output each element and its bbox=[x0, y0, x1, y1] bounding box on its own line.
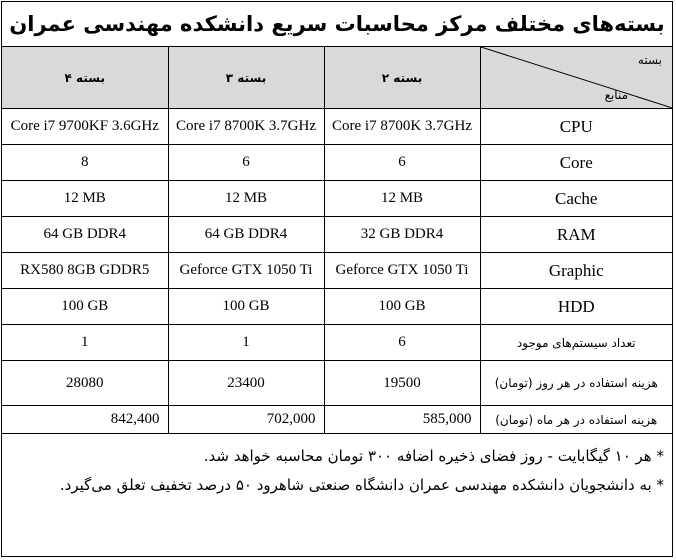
table-row-systems-count bbox=[2, 325, 672, 361]
cell-value: Geforce GTX 1050 Ti bbox=[324, 253, 480, 289]
header-package-2: بسته ۲ bbox=[324, 47, 480, 109]
cell-value: Geforce GTX 1050 Ti bbox=[168, 253, 324, 289]
cell-value: Core i7 9700KF 3.6GHz bbox=[2, 109, 168, 145]
cell-value: 100 GB bbox=[2, 289, 168, 325]
cell-value: 23400 bbox=[168, 361, 324, 406]
cell-value: 12 MB bbox=[168, 181, 324, 217]
cell-value: 1 bbox=[168, 325, 324, 361]
page-title: بسته‌های مختلف مرکز محاسبات سریع دانشکده مهندسی عمران bbox=[2, 2, 672, 47]
pricing-document bbox=[1, 1, 673, 557]
cell-value: 100 GB bbox=[168, 289, 324, 325]
cell-value: 842,400 bbox=[2, 406, 168, 434]
row-label: RAM bbox=[480, 217, 672, 253]
cell-value: 64 GB DDR4 bbox=[2, 217, 168, 253]
cell-value: 8 bbox=[2, 145, 168, 181]
cell-value: Core i7 8700K 3.7GHz bbox=[168, 109, 324, 145]
cell-value: 32 GB DDR4 bbox=[324, 217, 480, 253]
row-label: تعداد سیستم‌های موجود bbox=[480, 325, 672, 361]
table-header-row bbox=[2, 47, 672, 109]
cell-value: RX580 8GB GDDR5 bbox=[2, 253, 168, 289]
cell-value: 100 GB bbox=[324, 289, 480, 325]
row-label: هزینه استفاده در هر روز (تومان) bbox=[480, 361, 672, 406]
row-label: HDD bbox=[480, 289, 672, 325]
header-corner-cell bbox=[480, 47, 672, 109]
packages-table bbox=[2, 47, 672, 434]
cell-value: 12 MB bbox=[2, 181, 168, 217]
cell-value: 585,000 bbox=[324, 406, 480, 434]
row-label: Core bbox=[480, 145, 672, 181]
table-row-hdd bbox=[2, 289, 672, 325]
row-label: Graphic bbox=[480, 253, 672, 289]
footnotes bbox=[2, 434, 672, 500]
row-label: Cache bbox=[480, 181, 672, 217]
header-package-4: بسته ۴ bbox=[2, 47, 168, 109]
cell-value: Core i7 8700K 3.7GHz bbox=[324, 109, 480, 145]
cell-value: 1 bbox=[2, 325, 168, 361]
cell-value: 6 bbox=[324, 145, 480, 181]
footnote-discount: * به دانشجویان دانشکده مهندسی عمران دانشگاه صنعتی شاهرود ۵۰ درصد تخفیف تعلق می‌گیرد. bbox=[59, 476, 664, 494]
table-row-ram bbox=[2, 217, 672, 253]
cell-value: 702,000 bbox=[168, 406, 324, 434]
cell-value: 28080 bbox=[2, 361, 168, 406]
cell-value: 12 MB bbox=[324, 181, 480, 217]
cell-value: 6 bbox=[324, 325, 480, 361]
row-label: هزینه استفاده در هر ماه (تومان) bbox=[480, 406, 672, 434]
table-row-monthly-cost bbox=[2, 406, 672, 434]
footnote-storage: * هر ۱۰ گیگابایت - روز فضای ذخیره اضافه ۳۰۰ تومان محاسبه خواهد شد. bbox=[203, 447, 664, 465]
table-row-graphic bbox=[2, 253, 672, 289]
cell-value: 6 bbox=[168, 145, 324, 181]
table-row-daily-cost bbox=[2, 361, 672, 406]
row-label: CPU bbox=[480, 109, 672, 145]
cell-value: 19500 bbox=[324, 361, 480, 406]
table-row-cpu bbox=[2, 109, 672, 145]
table-row-cache bbox=[2, 181, 672, 217]
header-package-3: بسته ۳ bbox=[168, 47, 324, 109]
cell-value: 64 GB DDR4 bbox=[168, 217, 324, 253]
corner-label-resources: منابع bbox=[604, 88, 628, 102]
corner-label-package: بسته bbox=[637, 53, 662, 67]
table-row-core bbox=[2, 145, 672, 181]
